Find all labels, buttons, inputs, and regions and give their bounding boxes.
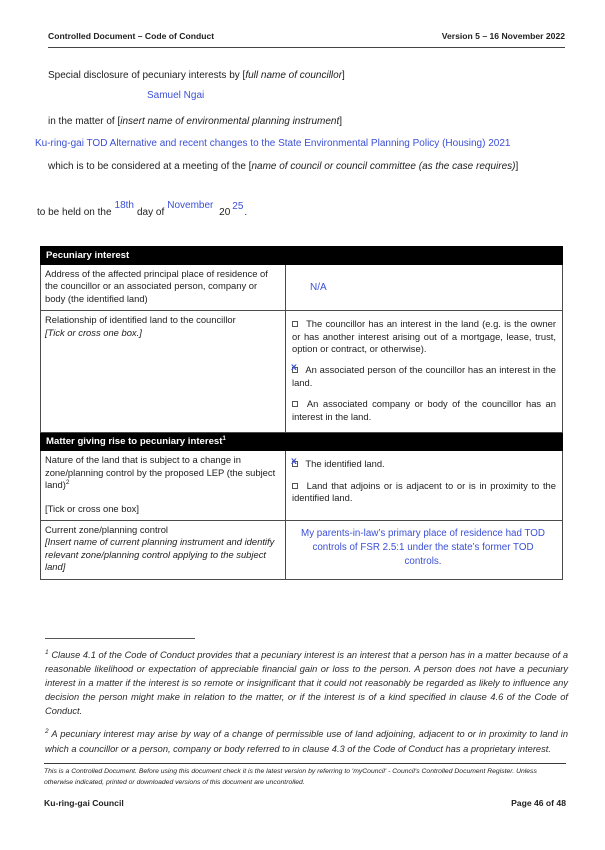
held-mid: day of [136, 207, 165, 218]
checkbox-option[interactable]: Land that adjoins or is adjacent to or is in proximity to the identified land. [292, 479, 556, 504]
header-rule [48, 47, 565, 48]
footnote-1-marker: 1 [45, 648, 49, 656]
section2-title: Matter giving rise to pecuniary interest [46, 436, 223, 448]
checkbox-unchecked-icon[interactable] [292, 483, 298, 489]
address-label: Address of the affected principal place of residence of the councillor or an associated person, company or body (the identified land) [45, 268, 268, 304]
meeting-prefix: which is to be considered at a meeting of the [ [48, 161, 252, 172]
footnote-2-text: A pecuniary interest may arise by way of a change of permissible use of land adjoining, adjacent to or in proximity to land in which a councillor or a person, company or body referred to in clause 4.3 of the Code of Conduct has a proprietary interest. [45, 729, 568, 754]
year-prefix: 20 [219, 207, 231, 218]
controlled-document-notice: This is a Controlled Document. Before using this document check it is the latest version by referring to 'myCouncil' - Council's Controlled Document Register. Unless otherwise indicated, printed or downloaded versions of this document are uncontrolled. [44, 768, 537, 786]
matter-placeholder: insert name of environmental planning instrument [120, 116, 340, 127]
table-row [41, 311, 563, 433]
relationship-label-cell [41, 311, 286, 433]
checkbox-unchecked-icon[interactable] [292, 321, 298, 327]
nature-label-wrap [45, 454, 279, 491]
matter-suffix: ] [339, 116, 343, 127]
checkbox-option[interactable]: x An associated person of the councillor has an interest in the land. [291, 361, 556, 388]
nature-options-cell [286, 451, 563, 521]
table-row [41, 265, 563, 311]
nature-note: [Tick or cross one box] [45, 502, 139, 514]
footer-page-number: Page 46 of 48 [511, 797, 566, 808]
current-zone-value-field[interactable]: My parents-in-law’s primary place of residence had TOD controls of FSR 2.5:1 under the state’s former TOD controls. [301, 528, 545, 568]
footnote-rule [45, 638, 195, 639]
section2-footnote-marker: 1 [222, 436, 226, 443]
footer-council-name: Ku-ring-gai Council [44, 797, 124, 808]
footnote-2 [45, 727, 568, 756]
footer-rule [44, 763, 566, 764]
current-zone-label-cell [41, 521, 286, 580]
nature-label-cell [41, 451, 286, 521]
section-header-matter [41, 433, 563, 451]
current-zone-label: Current zone/planning control [45, 524, 168, 536]
pecuniary-interest-table [40, 246, 563, 580]
meeting-suffix: ] [515, 161, 519, 172]
section1-title: Pecuniary interest [46, 250, 130, 261]
table-row [41, 521, 563, 580]
checkbox-option[interactable]: An associated company or body of the councillor has an interest in the land. [292, 398, 556, 422]
disclosure-prefix: Special disclosure of pecuniary interests by [ [48, 70, 246, 81]
relationship-note: [Tick or cross one box.] [45, 326, 142, 338]
checkbox-option[interactable]: The councillor has an interest in the land (e.g. is the owner or has another interest arising out of a mortgage, lease, trust, option or contract, or otherwise). [292, 318, 556, 355]
address-value-field[interactable]: N/A [310, 282, 327, 294]
cross-mark-icon: x [291, 455, 297, 468]
disclosure-suffix: ] [342, 70, 345, 81]
day-field[interactable]: 18th [114, 200, 134, 211]
meeting-line [48, 159, 556, 174]
matter-line [48, 115, 565, 128]
current-zone-value-cell [286, 521, 563, 580]
nature-footnote-marker: 2 [65, 479, 70, 487]
held-end: . [244, 207, 248, 218]
year-field[interactable]: 25 [232, 201, 244, 212]
instrument-name-field[interactable]: Ku-ring-gai TOD Alternative and recent changes to the State Environmental Planning Policy (Housing) 2021 [35, 138, 511, 149]
checkbox-unchecked-icon[interactable] [292, 401, 298, 407]
checkbox-checked-icon[interactable] [291, 361, 298, 374]
nature-label: Nature of the land that is subject to a change in zone/planning control by the proposed LEP (the subject land) [45, 454, 276, 491]
checkbox-option[interactable]: x The identified land. [291, 455, 385, 470]
month-field[interactable]: November [167, 200, 214, 211]
councillor-name-field[interactable]: Samuel Ngai [147, 90, 205, 101]
relationship-label: Relationship of identified land to the councillor [45, 314, 236, 326]
address-value-cell [286, 265, 563, 311]
checkbox-checked-icon[interactable] [291, 455, 298, 468]
held-prefix: to be held on the [37, 207, 112, 218]
matter-prefix: in the matter of [ [48, 116, 121, 127]
footnote-1 [45, 648, 568, 719]
cross-mark-icon: x [291, 361, 297, 374]
address-label-cell [41, 265, 286, 311]
header-title: Controlled Document – Code of Conduct [48, 31, 215, 41]
footnote-1-text: Clause 4.1 of the Code of Conduct provides that a pecuniary interest is an interest that a person has in a matter because of a reasonable likelihood or expectation of appreciable financial gain or loss to the person. A person does not have a pecuniary interest in a matter if the interest is so remote or insignificant that it could not reasonably be regarded as likely to influence any decision the person might make in relation to the matter, or if the interest is of a kind specified in clause 4.6 of the Code of Conduct. [45, 649, 568, 716]
section-header-pecuniary-interest [41, 247, 563, 265]
meeting-placeholder: name of council or council committee (as the case requires) [251, 161, 516, 172]
footnote-2-marker: 2 [45, 728, 49, 736]
table-row [41, 451, 563, 521]
disclosure-line [48, 69, 565, 82]
held-line [37, 200, 565, 219]
header-version: Version 5 – 16 November 2022 [441, 31, 565, 41]
relationship-options-cell [286, 311, 563, 433]
disclosure-placeholder: full name of councillor [245, 70, 343, 81]
document-footer [44, 798, 566, 808]
document-header [48, 31, 565, 41]
current-zone-note: [Insert name of current planning instrument and identify relevant zone/planning control applying to the subject land] [45, 536, 275, 573]
